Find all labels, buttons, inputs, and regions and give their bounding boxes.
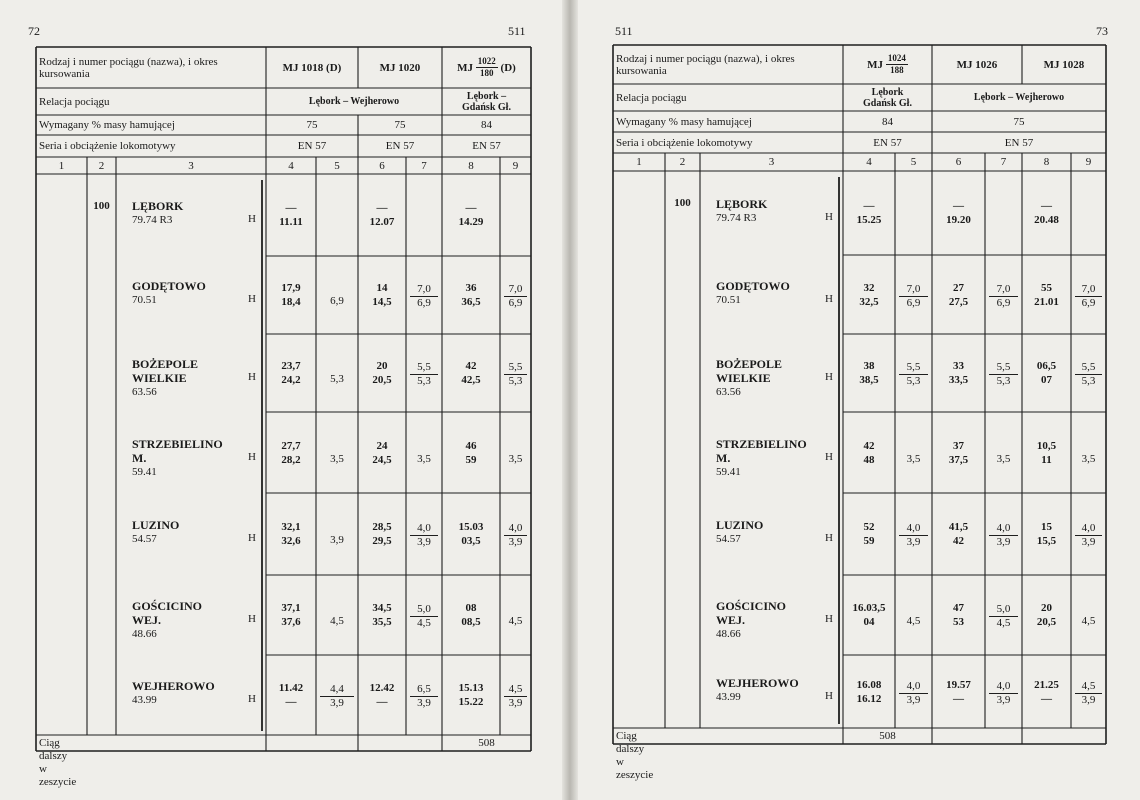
arrival: 15.13 bbox=[458, 682, 484, 694]
station-name: GODĘTOWO bbox=[716, 278, 790, 293]
runtime-6-2 bbox=[989, 603, 1018, 631]
column-number-9: 9 bbox=[1085, 156, 1092, 168]
station-mark: H bbox=[825, 211, 833, 223]
arrival: 08 bbox=[465, 602, 477, 614]
station-name: WEJHEROWO bbox=[132, 679, 215, 693]
header-relation-label: Relacja pociągu bbox=[616, 91, 687, 104]
departure: 15,5 bbox=[1036, 535, 1057, 547]
runtime-min: 5,3 bbox=[417, 375, 431, 387]
header-brake-label: Wymagany % masy hamującej bbox=[616, 115, 752, 128]
arrival: 06,5 bbox=[1036, 360, 1057, 372]
station-km: 79.74 R3 bbox=[716, 212, 757, 224]
departure: — bbox=[376, 696, 388, 708]
arrival: 42 bbox=[863, 439, 875, 452]
runtime-min: 5,3 bbox=[1081, 375, 1096, 387]
station-km: 48.66 bbox=[132, 628, 157, 640]
column-number-6: 6 bbox=[379, 159, 385, 172]
station-mark: H bbox=[825, 371, 833, 383]
runtime-7-1 bbox=[899, 680, 928, 708]
time-6-1 bbox=[843, 601, 895, 629]
runtime-7-3 bbox=[1075, 680, 1102, 708]
relation-1 bbox=[843, 84, 932, 111]
runtime-max: 5,5 bbox=[1075, 361, 1102, 375]
time-1-2 bbox=[932, 199, 985, 227]
time-6-3 bbox=[1022, 601, 1071, 629]
arrival: 27 bbox=[953, 281, 964, 294]
train-prefix: MJ bbox=[867, 58, 886, 71]
station-mark: H bbox=[825, 450, 833, 463]
runtime-5-1: 3,9 bbox=[330, 534, 344, 546]
runtime-3-2 bbox=[989, 361, 1018, 389]
station-4 bbox=[716, 437, 807, 479]
station-3 bbox=[716, 357, 782, 399]
station-name: GOŚCICINO WEJ. bbox=[132, 599, 203, 627]
station-km: 59.41 bbox=[132, 465, 157, 478]
arrival: 24 bbox=[376, 439, 388, 452]
departure: 29,5 bbox=[372, 535, 392, 547]
time-2-2 bbox=[932, 281, 985, 309]
departure: 20,5 bbox=[1036, 616, 1057, 628]
time-7-1 bbox=[843, 678, 895, 706]
runtime-min: 3,9 bbox=[906, 536, 921, 548]
arrival: — bbox=[863, 200, 875, 212]
brake-value-2: 75 bbox=[1013, 115, 1025, 128]
arrival: — bbox=[465, 202, 477, 214]
runtime-5-2 bbox=[989, 522, 1018, 550]
runtime-7-2 bbox=[989, 680, 1018, 708]
runtime-max: 4,0 bbox=[504, 522, 527, 536]
header-relation-label: Relacja pociągu bbox=[39, 95, 110, 108]
runtime-6-3: 4,5 bbox=[1081, 615, 1096, 627]
footer-value-3 bbox=[1022, 728, 1106, 744]
station-mark: H bbox=[825, 292, 833, 305]
column-number-1: 1 bbox=[636, 156, 642, 168]
arrival: 15 bbox=[1041, 521, 1052, 533]
runtime-max: 4,0 bbox=[989, 680, 1018, 694]
time-6-2 bbox=[932, 601, 985, 629]
arrival: 19.57 bbox=[946, 678, 971, 691]
header-brake-label: Wymagany % masy hamującej bbox=[39, 119, 175, 131]
relation-part-2: Gdańsk Gł. bbox=[863, 97, 912, 109]
loco-value-3: EN 57 bbox=[472, 140, 501, 152]
time-5-2 bbox=[932, 520, 985, 548]
train-den: 180 bbox=[480, 68, 494, 78]
departure: 48 bbox=[863, 453, 875, 466]
runtime-3-3 bbox=[1075, 361, 1102, 389]
station-5 bbox=[716, 518, 763, 546]
runtime-6-1: 4,5 bbox=[906, 615, 921, 627]
runtime-max: 6,5 bbox=[410, 683, 438, 697]
train-number-1 bbox=[843, 45, 932, 84]
arrival: 55 bbox=[1041, 281, 1052, 294]
station-mark: H bbox=[248, 371, 256, 383]
station-6 bbox=[716, 599, 786, 641]
station-name: BOŻEPOLE WIELKIE bbox=[716, 357, 783, 385]
runtime-min: 6,9 bbox=[996, 296, 1011, 309]
arrival: 47 bbox=[953, 602, 964, 614]
departure: 28,2 bbox=[281, 453, 301, 466]
arrival: 37,1 bbox=[281, 602, 301, 614]
footer-continuation: Ciąg dalszy w zeszycie bbox=[39, 737, 77, 788]
arrival: 36 bbox=[465, 282, 477, 294]
runtime-min: 6,9 bbox=[417, 297, 431, 309]
station-km: 70.51 bbox=[132, 294, 157, 306]
departure: 14.29 bbox=[458, 216, 484, 228]
departure: 53 bbox=[953, 616, 964, 628]
column-number-5: 5 bbox=[334, 159, 340, 172]
arrival: 11.42 bbox=[278, 682, 304, 694]
departure: 18,4 bbox=[281, 296, 301, 308]
station-km: 43.99 bbox=[716, 690, 741, 703]
footer-continuation: Ciąg dalszy w zeszycie bbox=[616, 730, 654, 781]
departure: — bbox=[953, 692, 964, 705]
page-number: 73 bbox=[1096, 24, 1108, 38]
runtime-max: 5,5 bbox=[410, 361, 438, 375]
relation-2: Lębork – Wejherowo bbox=[973, 92, 1065, 103]
station-mark: H bbox=[248, 213, 256, 225]
departure: 20,5 bbox=[372, 374, 392, 386]
runtime-max: 4,5 bbox=[1075, 680, 1102, 694]
runtime-max: 7,0 bbox=[989, 283, 1018, 297]
runtime-max: 4,0 bbox=[1075, 522, 1102, 536]
departure: — bbox=[285, 696, 297, 708]
departure: 59 bbox=[863, 535, 875, 547]
departure: — bbox=[1041, 692, 1052, 705]
brake-value-3: 84 bbox=[481, 119, 492, 131]
runtime-max: 4,0 bbox=[899, 680, 928, 694]
station-2 bbox=[716, 279, 790, 307]
arrival: 32,1 bbox=[281, 521, 301, 533]
departure: 04 bbox=[863, 616, 875, 628]
relation-1: Lębork – Wejherowo bbox=[308, 96, 400, 107]
arrival: 10,5 bbox=[1036, 439, 1057, 452]
running-number: 511 bbox=[508, 24, 526, 38]
runtime-min: 6,9 bbox=[906, 296, 921, 309]
header-train-label: Rodzaj i numer pociągu (nazwa), i okres kursowania bbox=[616, 52, 795, 77]
footer-value-2 bbox=[932, 728, 1022, 744]
departure: 36,5 bbox=[461, 296, 481, 308]
arrival: 21.25 bbox=[1034, 678, 1059, 691]
departure: 24,2 bbox=[281, 374, 301, 386]
station-7 bbox=[716, 676, 799, 704]
arrival: 52 bbox=[863, 521, 875, 533]
loco-value-1: EN 57 bbox=[297, 140, 327, 152]
departure: 59 bbox=[465, 453, 477, 466]
running-number: 511 bbox=[615, 24, 633, 38]
station-name: STRZEBIELINO M. bbox=[132, 436, 223, 465]
loco-value-2: EN 57 bbox=[1004, 136, 1034, 149]
runtime-2-3 bbox=[1075, 283, 1102, 311]
departure: 20.48 bbox=[1034, 214, 1059, 226]
runtime-4-2: 3,5 bbox=[996, 452, 1011, 465]
arrival: — bbox=[285, 202, 297, 214]
column-number-6: 6 bbox=[955, 156, 962, 168]
runtime-min: 3,9 bbox=[996, 536, 1011, 548]
station-name: LĘBORK bbox=[132, 199, 184, 213]
header-loco-label: Seria i obciążenie lokomotywy bbox=[616, 136, 753, 149]
relation-part-1: Lębork bbox=[871, 86, 904, 98]
runtime-4-2: 3,5 bbox=[417, 452, 431, 465]
station-1 bbox=[716, 197, 767, 225]
runtime-max: 7,0 bbox=[504, 283, 527, 297]
station-km: 79.74 R3 bbox=[132, 214, 173, 226]
departure: 03,5 bbox=[461, 535, 481, 547]
runtime-min: 5,3 bbox=[906, 375, 921, 387]
runtime-max: 7,0 bbox=[1075, 283, 1102, 297]
loco-value-1: EN 57 bbox=[873, 136, 902, 149]
station-km: 54.57 bbox=[132, 533, 157, 545]
runtime-4-3: 3,5 bbox=[1081, 452, 1096, 465]
departure: 37,5 bbox=[948, 453, 969, 466]
runtime-max: 4,0 bbox=[410, 522, 438, 536]
station-mark: H bbox=[825, 613, 833, 625]
station-mark: H bbox=[825, 689, 833, 702]
train-fraction bbox=[886, 53, 908, 76]
arrival: 20 bbox=[1041, 602, 1052, 614]
departure: 35,5 bbox=[372, 616, 392, 628]
column-number-2: 2 bbox=[679, 156, 686, 168]
runtime-2-1 bbox=[899, 283, 928, 311]
arrival: 20 bbox=[376, 360, 388, 372]
train-suffix: (D) bbox=[497, 61, 516, 74]
departure: 14,5 bbox=[372, 296, 392, 308]
page-number: 72 bbox=[28, 24, 40, 38]
arrival: 38 bbox=[863, 360, 875, 372]
station-name: STRZEBIELINO M. bbox=[716, 436, 807, 465]
departure: 32,5 bbox=[859, 295, 879, 308]
runtime-max: 5,5 bbox=[899, 361, 928, 375]
header-loco-label: Seria i obciążenie lokomotywy bbox=[39, 140, 176, 152]
header-train-label: Rodzaj i numer pociągu (nazwa), i okres kursowania bbox=[39, 55, 218, 80]
arrival: 33 bbox=[953, 360, 964, 372]
arrival: — bbox=[953, 200, 964, 212]
station-mark: H bbox=[825, 532, 833, 544]
runtime-4-3: 3,5 bbox=[508, 452, 523, 465]
time-2-1 bbox=[843, 281, 895, 309]
station-mark: H bbox=[248, 693, 256, 705]
runtime-max: 4,4 bbox=[320, 683, 354, 697]
arrival: — bbox=[1041, 200, 1052, 212]
departure: 42,5 bbox=[461, 374, 481, 386]
runtime-3-1 bbox=[899, 361, 928, 389]
departure: 37,6 bbox=[281, 616, 301, 628]
departure: 38,5 bbox=[859, 374, 879, 386]
runtime-max: 4,0 bbox=[899, 522, 928, 536]
arrival: — bbox=[376, 202, 388, 214]
runtime-4-1: 3,5 bbox=[906, 452, 921, 465]
runtime-max: 5,5 bbox=[504, 361, 527, 375]
time-3-2 bbox=[932, 359, 985, 387]
station-mark: H bbox=[248, 450, 256, 463]
station-km: 48.66 bbox=[716, 628, 741, 640]
runtime-min: 5,3 bbox=[508, 375, 523, 387]
departure: 21.01 bbox=[1034, 295, 1059, 308]
runtime-max: 7,0 bbox=[410, 283, 438, 297]
runtime-min: 3,9 bbox=[996, 693, 1011, 706]
footer-value-3: 508 bbox=[478, 737, 495, 749]
arrival: 42 bbox=[465, 360, 477, 372]
departure: 07 bbox=[1041, 374, 1052, 386]
station-name: LĘBORK bbox=[716, 197, 768, 211]
loco-value-2: EN 57 bbox=[385, 140, 415, 152]
column-number-8: 8 bbox=[1043, 156, 1050, 168]
runtime-min: 3,9 bbox=[906, 693, 921, 706]
train-number-1: MJ 1018 (D) bbox=[282, 61, 342, 74]
departure: 32,6 bbox=[281, 535, 301, 547]
station-mark: H bbox=[248, 532, 256, 544]
departure: 11.11 bbox=[279, 216, 303, 228]
column-number-7: 7 bbox=[421, 159, 427, 172]
station-km: 63.56 bbox=[716, 386, 741, 398]
brake-value-1: 75 bbox=[306, 119, 318, 131]
departure: 16.12 bbox=[856, 692, 882, 705]
runtime-min: 6,9 bbox=[1081, 296, 1096, 309]
time-1-3 bbox=[1022, 199, 1071, 227]
station-name: LUZINO bbox=[132, 518, 180, 532]
station-mark: H bbox=[248, 613, 256, 625]
runtime-6-3: 4,5 bbox=[508, 615, 523, 627]
departure: 15.22 bbox=[458, 696, 484, 708]
time-3-1 bbox=[843, 359, 895, 387]
runtime-min: 3,9 bbox=[1081, 693, 1096, 706]
station-name: WEJHEROWO bbox=[716, 675, 799, 690]
arrival: 17,9 bbox=[281, 282, 301, 294]
runtime-6-1: 4,5 bbox=[330, 615, 344, 627]
column-number-1: 1 bbox=[58, 159, 65, 172]
arrival: 34,5 bbox=[372, 602, 392, 614]
train-number-2: MJ 1020 bbox=[379, 61, 421, 74]
arrival: 16.03,5 bbox=[852, 602, 886, 614]
footer-value-1: 508 bbox=[879, 730, 896, 742]
train-number-3: MJ 1028 bbox=[1043, 58, 1085, 71]
station-name: LUZINO bbox=[716, 518, 764, 532]
train-den: 188 bbox=[890, 65, 904, 75]
train-number-2: MJ 1026 bbox=[956, 58, 998, 71]
train-num: 1022 bbox=[477, 56, 496, 66]
runtime-5-1 bbox=[899, 522, 928, 550]
time-3-3 bbox=[1022, 359, 1071, 387]
station-km: 63.56 bbox=[132, 386, 157, 398]
arrival: 41,5 bbox=[948, 521, 969, 533]
station-name: GOŚCICINO WEJ. bbox=[716, 599, 787, 627]
relation-part-2: Gdańsk Gł. bbox=[462, 101, 511, 113]
time-7-2 bbox=[932, 678, 985, 706]
departure: 15.25 bbox=[856, 214, 882, 226]
station-name: GODĘTOWO bbox=[132, 279, 206, 293]
departure: 27,5 bbox=[948, 295, 969, 308]
runtime-max: 5,0 bbox=[989, 603, 1018, 617]
brake-value-1: 84 bbox=[882, 115, 893, 128]
departure: 33,5 bbox=[948, 374, 969, 386]
time-7-3 bbox=[1022, 678, 1071, 706]
departure: 19.20 bbox=[946, 214, 971, 226]
time-4-1 bbox=[843, 439, 895, 467]
station-km: 70.51 bbox=[716, 293, 741, 306]
arrival: 27,7 bbox=[281, 439, 301, 452]
runtime-min: 3,9 bbox=[330, 697, 344, 709]
train-num: 1024 bbox=[887, 53, 906, 63]
time-5-1 bbox=[843, 520, 895, 548]
column-number-2: 2 bbox=[98, 159, 105, 172]
station-name: BOŻEPOLE WIELKIE bbox=[132, 357, 199, 385]
station-mark: H bbox=[248, 293, 256, 305]
arrival: 23,7 bbox=[281, 360, 301, 372]
departure: 24,5 bbox=[372, 453, 392, 466]
time-4-2 bbox=[932, 439, 985, 467]
arrival: 32 bbox=[863, 281, 875, 294]
time-2-3 bbox=[1022, 281, 1071, 309]
runtime-min: 6,9 bbox=[508, 297, 523, 309]
departure: 42 bbox=[953, 535, 964, 547]
arrival: 15.03 bbox=[458, 521, 484, 533]
time-5-3 bbox=[1022, 520, 1071, 548]
column-number-3: 3 bbox=[768, 156, 775, 168]
column-number-8: 8 bbox=[468, 159, 474, 172]
runtime-max: 4,5 bbox=[504, 683, 527, 697]
runtime-5-3 bbox=[1075, 522, 1102, 550]
runtime-min: 5,3 bbox=[996, 375, 1011, 387]
runtime-min: 4,5 bbox=[417, 617, 431, 629]
departure: 11 bbox=[1041, 453, 1052, 466]
runtime-max: 7,0 bbox=[899, 283, 928, 297]
runtime-max: 4,0 bbox=[989, 522, 1018, 536]
time-1-1 bbox=[843, 199, 895, 227]
departure: 12.07 bbox=[369, 216, 395, 228]
column-number-9: 9 bbox=[512, 159, 519, 172]
column-number-4: 4 bbox=[288, 159, 294, 172]
runtime-min: 3,9 bbox=[1081, 536, 1096, 548]
relation-part-1: Lębork – bbox=[466, 90, 507, 102]
line-number: 100 bbox=[93, 200, 110, 212]
arrival: 37 bbox=[953, 439, 964, 452]
column-number-5: 5 bbox=[910, 156, 917, 168]
line-number: 100 bbox=[674, 197, 691, 209]
arrival: 28,5 bbox=[372, 521, 392, 533]
column-number-3: 3 bbox=[188, 159, 194, 172]
station-km: 43.99 bbox=[132, 694, 157, 706]
station-km: 54.57 bbox=[716, 533, 741, 545]
arrival: 46 bbox=[465, 439, 477, 452]
runtime-min: 4,5 bbox=[996, 617, 1011, 629]
runtime-max: 5,5 bbox=[989, 361, 1018, 375]
runtime-3-1: 5,3 bbox=[330, 373, 344, 385]
runtime-min: 3,9 bbox=[508, 536, 523, 548]
time-4-3 bbox=[1022, 439, 1071, 467]
brake-value-2: 75 bbox=[394, 119, 406, 131]
station-km: 59.41 bbox=[716, 465, 741, 478]
arrival: 14 bbox=[376, 282, 388, 294]
arrival: 12.42 bbox=[369, 682, 395, 694]
column-number-7: 7 bbox=[1000, 156, 1007, 168]
runtime-min: 3,9 bbox=[417, 536, 431, 548]
column-number-4: 4 bbox=[866, 156, 872, 168]
runtime-2-1: 6,9 bbox=[330, 295, 344, 307]
arrival: 16.08 bbox=[856, 678, 882, 691]
runtime-4-1: 3,5 bbox=[330, 452, 344, 465]
runtime-2-2 bbox=[989, 283, 1018, 311]
runtime-min: 3,9 bbox=[417, 697, 431, 709]
runtime-min: 3,9 bbox=[508, 697, 523, 709]
runtime-max: 5,0 bbox=[410, 603, 438, 617]
train-prefix: MJ bbox=[457, 61, 476, 74]
departure: 08,5 bbox=[461, 616, 481, 628]
